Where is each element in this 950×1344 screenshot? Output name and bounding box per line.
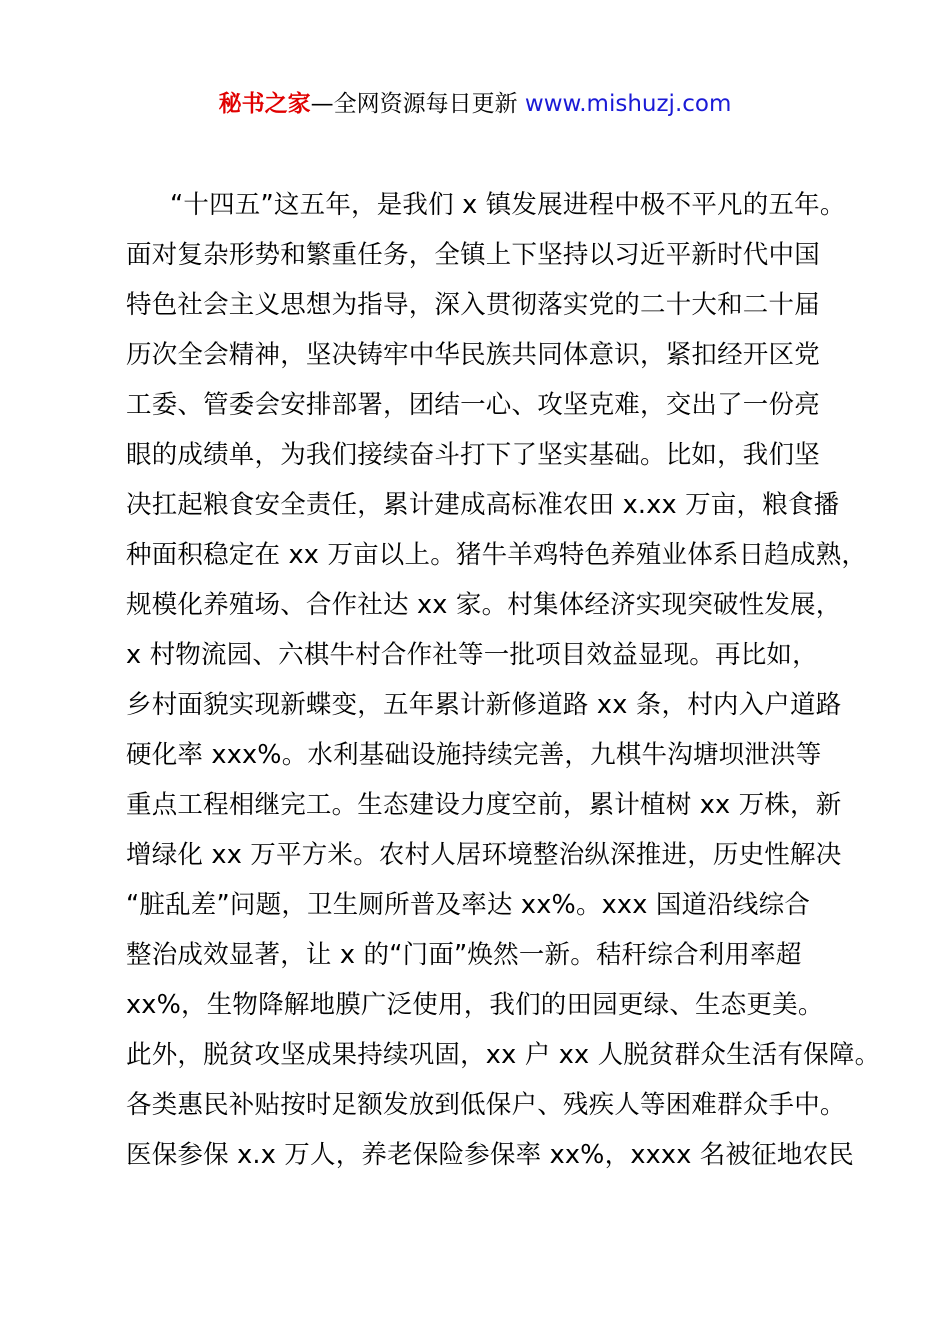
text-line: “十四五”这五年，是我们 x 镇发展进程中极不平凡的五年。 xyxy=(170,190,846,220)
text-line: 眼的成绩单，为我们接续奋斗打下了坚实基础。比如，我们坚 xyxy=(126,440,820,470)
text-line: 决扛起粮食安全责任，累计建成高标准农田 x.xx 万亩，粮食播 xyxy=(126,490,840,520)
page-header xyxy=(0,86,950,122)
text-line: 工委、管委会安排部署，团结一心、攻坚克难，交出了一份亮 xyxy=(126,390,820,420)
text-line: 历次全会精神，坚决铸牢中华民族共同体意识，紧扣经开区党 xyxy=(126,340,820,370)
text-line: 整治成效显著，让 x 的“门面”焕然一新。秸秆综合利用率超 xyxy=(126,940,802,970)
text-line: 种面积稳定在 xx 万亩以上。猪牛羊鸡特色养殖业体系日趋成熟， xyxy=(126,540,868,570)
text-line: 医保参保 x.x 万人，养老保险参保率 xx%，xxxx 名被征地农民 xyxy=(126,1140,854,1170)
text-line: 各类惠民补贴按时足额发放到低保户、残疾人等困难群众手中。 xyxy=(126,1090,846,1120)
text-line: 规模化养殖场、合作社达 xx 家。村集体经济实现突破性发展， xyxy=(126,590,842,620)
website-link[interactable]: www.mishuzj.com xyxy=(524,91,732,117)
text-line: 硬化率 xxx%。水利基础设施持续完善，九棋牛沟塘坝泄洪等 xyxy=(126,740,822,770)
text-line: 此外，脱贫攻坚成果持续巩固，xx 户 xx 人脱贫群众生活有保障。 xyxy=(126,1040,881,1070)
brand-name: 秘书之家 xyxy=(218,91,311,117)
text-line: 乡村面貌实现新蝶变，五年累计新修道路 xx 条，村内入户道路 xyxy=(126,690,842,720)
text-line: 增绿化 xx 万平方米。农村人居环境整治纵深推进，历史性解决 xyxy=(126,840,842,870)
body-paragraph xyxy=(126,180,881,1180)
text-line: 特色社会主义思想为指导，深入贯彻落实党的二十大和二十届 xyxy=(126,290,820,320)
text-line: 重点工程相继完工。生态建设力度空前，累计植树 xx 万株，新 xyxy=(126,790,842,820)
text-line: “脏乱差”问题，卫生厕所普及率达 xx%。xxx 国道沿线综合 xyxy=(126,890,811,920)
text-line: xx%，生物降解地膜广泛使用，我们的田园更绿、生态更美。 xyxy=(126,990,824,1020)
header-tagline: —全网资源每日更新 xyxy=(310,91,525,117)
text-line: x 村物流园、六棋牛村合作社等一批项目效益显现。再比如， xyxy=(126,640,818,670)
text-line: 面对复杂形势和繁重任务，全镇上下坚持以习近平新时代中国 xyxy=(126,240,820,270)
